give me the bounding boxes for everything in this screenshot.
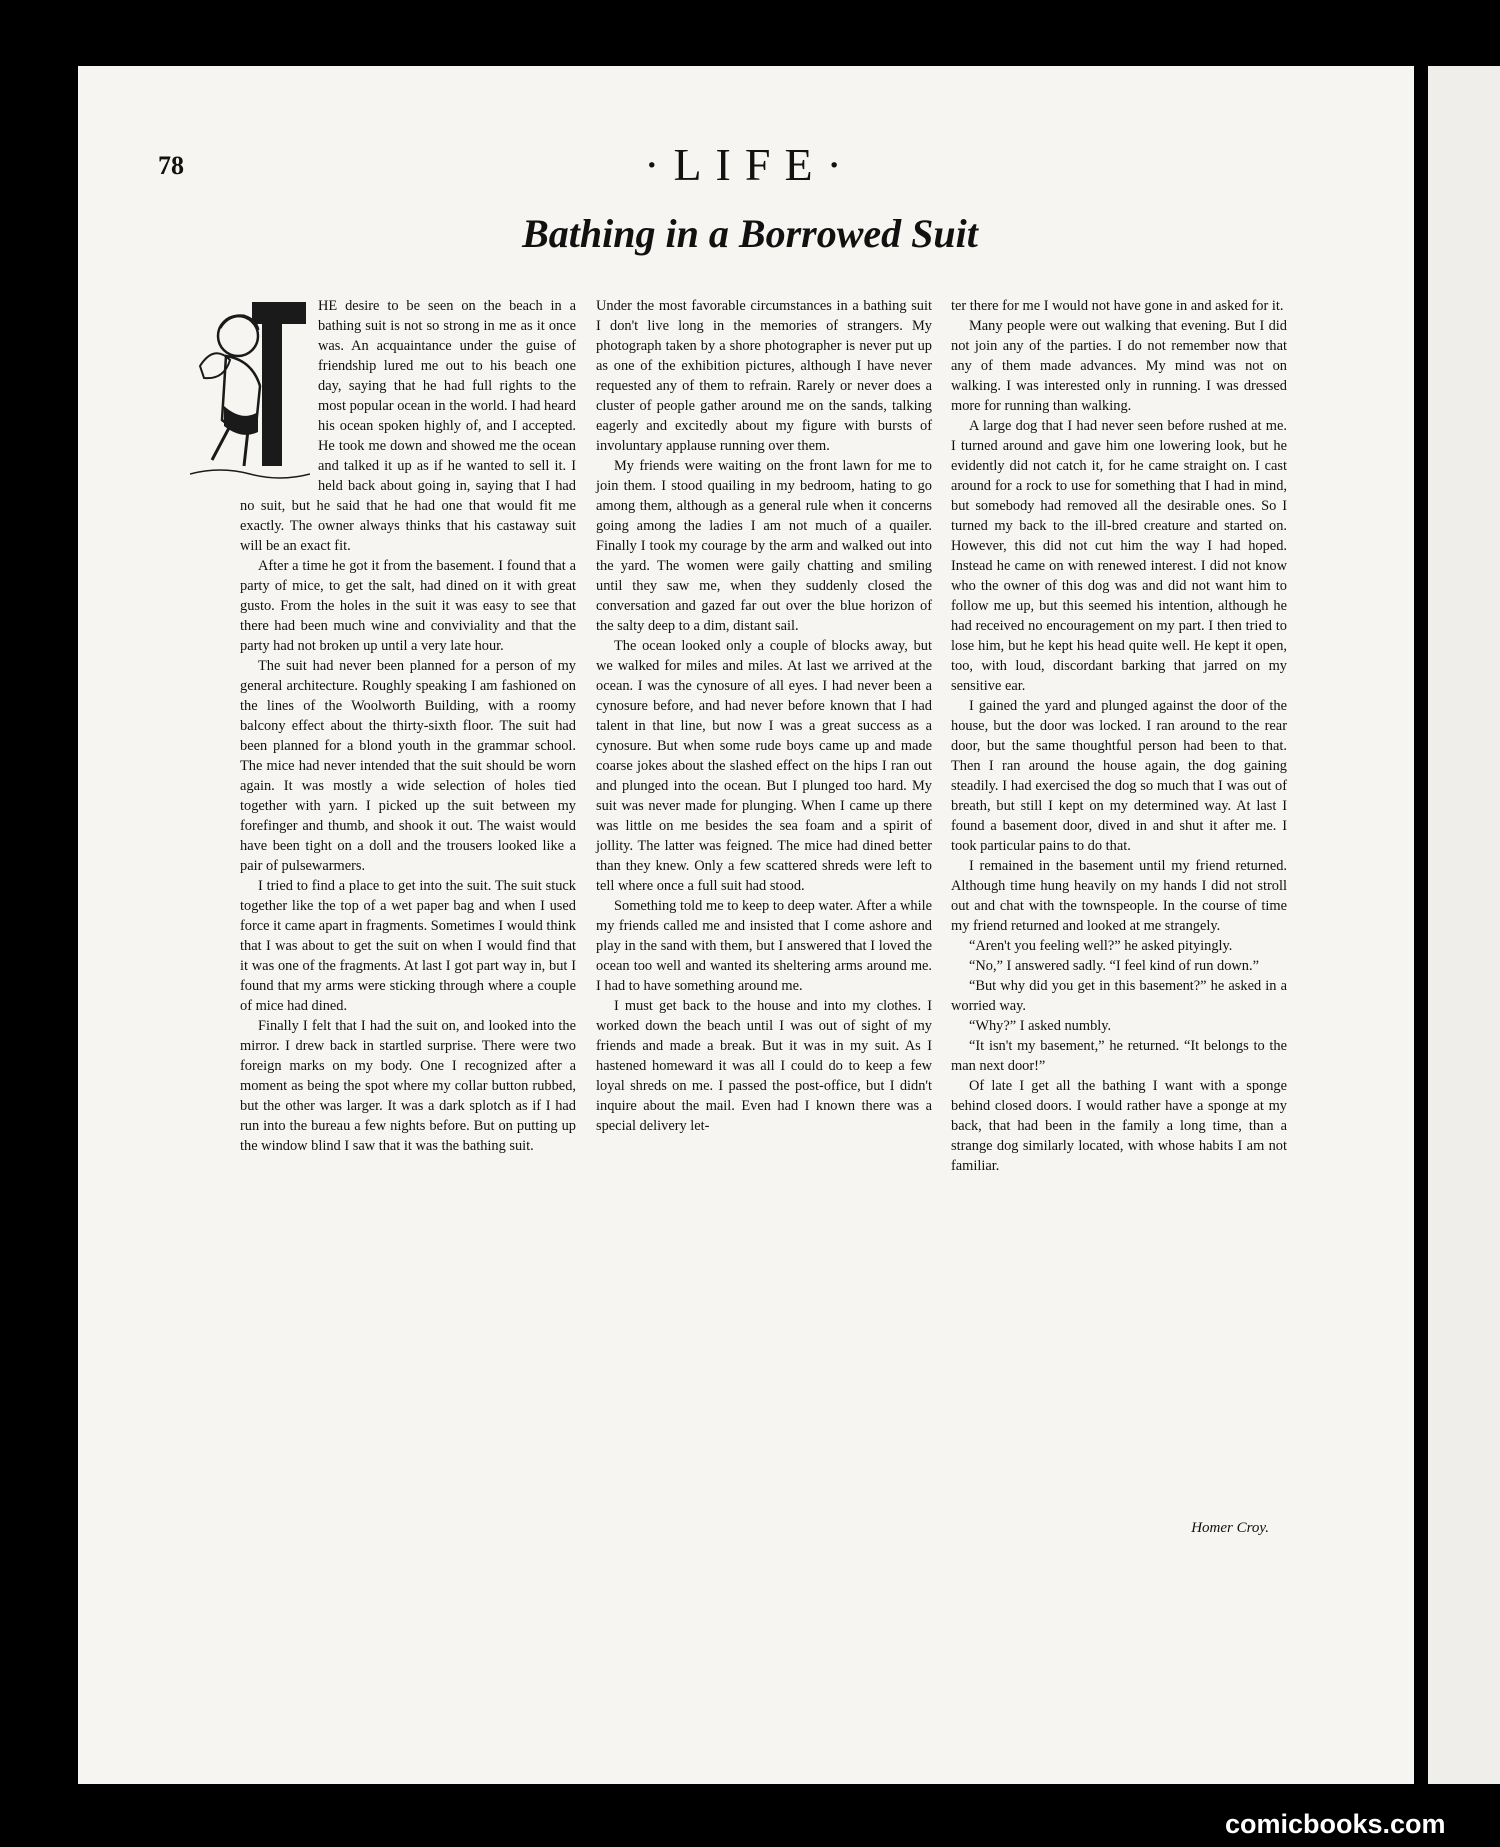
paragraph: The ocean looked only a couple of blocks away, but we walked for miles and miles. At last we arrived at the ocean. I was the cynosure of all eyes. I had never been a cynosure before, and had never before known that I had talent in that line, but now I was a great success as a cynosure. But when some rude boys came up and made coarse jokes about the slashed effect on the hips I ran out and plunged into the ocean. But I plunged too hard. My suit was never made for plunging. When I came up there was little on me besides the sea foam and a spirit of jollity. The latter was feigned. The mice had dined better than they knew. Only a few scattered shreds were left to tell where once a full suit had stood. xyxy=(596,638,932,894)
paragraph: “Why?” I asked numbly. xyxy=(969,1018,1112,1034)
site-watermark: comicbooks.com xyxy=(1225,1809,1446,1839)
article-column-3 xyxy=(951,296,1287,1176)
paragraph: After a time he got it from the basement. I found that a party of mice, to get the salt, had dined on it with great gusto. From the holes in the suit it was easy to see that there had been much wine and conviviality and that the party had not broken up until a very late hour. xyxy=(240,558,576,654)
paragraph: I gained the yard and plunged against the door of the house, but the door was locked. I ran around to the rear door, but the same thoughtful person had been to that. Then I ran around the house again, the dog gaining steadily. I had exercised the dog so much that I was out of breath, but still I kept on my determined way. At last I found a basement door, dived in and shut it after me. I took particular pains to do that. xyxy=(951,698,1287,854)
paragraph: ter there for me I would not have gone in and asked for it. xyxy=(951,298,1284,314)
cherub-dropcap-illustration xyxy=(190,296,310,486)
paragraph: The suit had never been planned for a person of my general architecture. Roughly speaking I am fashioned on the lines of the Woolworth Building, with a roomy balcony effect about the thirty-sixth floor. The suit had been planned for a blond youth in the grammar school. The mice had never intended that the suit should be worn again. It was mostly a wide selection of holes tied together with yarn. I picked up the suit between my forefinger and thumb, and shook it out. The waist would have been tight on a doll and the trousers looked like a pair of pulsewarmers. xyxy=(240,658,576,874)
paragraph: “It isn't my basement,” he returned. “It belongs to the man next door!” xyxy=(951,1038,1287,1074)
article-title: Bathing in a Borrowed Suit xyxy=(522,211,978,256)
paragraph: My friends were waiting on the front lawn for me to join them. I stood quailing in my bedroom, hating to go among them, although as a general rule when it concerns going among the ladies I am not much of a quailer. Finally I took my courage by the arm and walked out into the yard. The women were gaily chatting and smiling until they saw me, when they suddenly closed the conversation and gazed far out over the blue horizon of the salty deep to a dim, distant sail. xyxy=(596,458,932,634)
paragraph: Under the most favorable circumstances in a bathing suit I don't live long in the memories of strangers. My photograph taken by a shore photographer is never put up as one of the exhibition pictures, although I have never requested any of them to refrain. Rarely or never does a cluster of people gather around me on the sands, talking eagerly and excitedly about my figure with bursts of involuntary applause running over them. xyxy=(596,298,932,454)
paragraph: Many people were out walking that evening. But I did not join any of the parties. I do not remember now that any of them made advances. My mind was not on walking. I was interested only in running. I was dressed more for running than walking. xyxy=(951,318,1287,414)
paragraph: Finally I felt that I had the suit on, and looked into the mirror. I drew back in startled surprise. There were two foreign marks on my body. One I recognized after a moment as being the spot where my collar button rubbed, but the other was larger. It was a dark splotch as if I had run into the bureau a few nights before. But on putting up the window blind I saw that it was the bathing suit. xyxy=(240,1018,576,1154)
author-byline: Homer Croy. xyxy=(1191,1520,1269,1536)
masthead: ·LIFE· xyxy=(644,139,856,190)
article-column-2 xyxy=(596,296,932,1136)
paragraph: “Aren't you feeling well?” he asked pityingly. xyxy=(969,938,1233,954)
paragraph: I must get back to the house and into my clothes. I worked down the beach until I was out of sight of my friends and made a break. But it was in my suit. As I hastened homeward it was all I could do to keep a few loyal shreds on me. I passed the post-office, but I didn't inquire about the mail. Even had I known there was a special delivery let- xyxy=(596,998,932,1134)
paragraph: I tried to find a place to get into the suit. The suit stuck together like the top of a wet paper bag and when I used force it came apart in fragments. Sometimes I would think that I was about to get the suit on when I would find that it was one of the fragments. At last I got part way in, but I found that my arms were sticking through where a couple of mice had dined. xyxy=(240,878,576,1014)
article-column-1 xyxy=(240,296,576,1156)
paragraph: Of late I get all the bathing I want with a sponge behind closed doors. I would rather have a sponge at my back, that had been in the family a long time, than a strange dog similarly located, with whose habits I am not familiar. xyxy=(951,1078,1287,1174)
facing-page-edge xyxy=(1428,66,1500,1784)
paragraph: “No,” I answered sadly. “I feel kind of run down.” xyxy=(969,958,1259,974)
paragraph: “But why did you get in this basement?” he asked in a worried way. xyxy=(951,978,1287,1014)
page-number: 78 xyxy=(158,151,184,180)
paragraph: A large dog that I had never seen before rushed at me. I turned around and gave him one lowering look, but he evidently did not catch it, for he came straight on. I cast around for a rock to use for something that I had in mind, but somebody had removed all the desirable ones. So I turned my back to the ill-bred creature and started on. However, this did not cut him the way I had hoped. Instead he came on with renewed interest. I did not know who the owner of this dog was and did not want him to follow me up, but this seemed his intention, although he had received no encouragement on my part. I then tried to lose him, but he kept his head quite well. He kept it open, too, with loud, discordant barking that jarred on my sensitive ear. xyxy=(951,418,1287,694)
paragraph: HE desire to be seen on the beach in a bathing suit is not so strong in me as it once was. An acquaintance under the guise of friendship lured me out to his beach one day, saying that he had full rights to the most popular ocean in the world. I had heard his ocean spoken highly of, and I accepted. He took me down and showed me the ocean and talked it up as if he wanted to sell it. I held back about going in, saying that I had no suit, but he said that he had one that would fit me exactly. The owner always thinks that his castaway suit will be an exact fit. xyxy=(240,298,576,554)
paragraph: Something told me to keep to deep water. After a while my friends called me and insisted that I come ashore and play in the sand with them, but I answered that I loved the ocean too well and wanted its sheltering arms around me. I had to have something around me. xyxy=(596,898,932,994)
paragraph: I remained in the basement until my friend returned. Although time hung heavily on my hands I did not stroll out and chat with the townspeople. In the course of time my friend returned and looked at me strangely. xyxy=(951,858,1287,934)
